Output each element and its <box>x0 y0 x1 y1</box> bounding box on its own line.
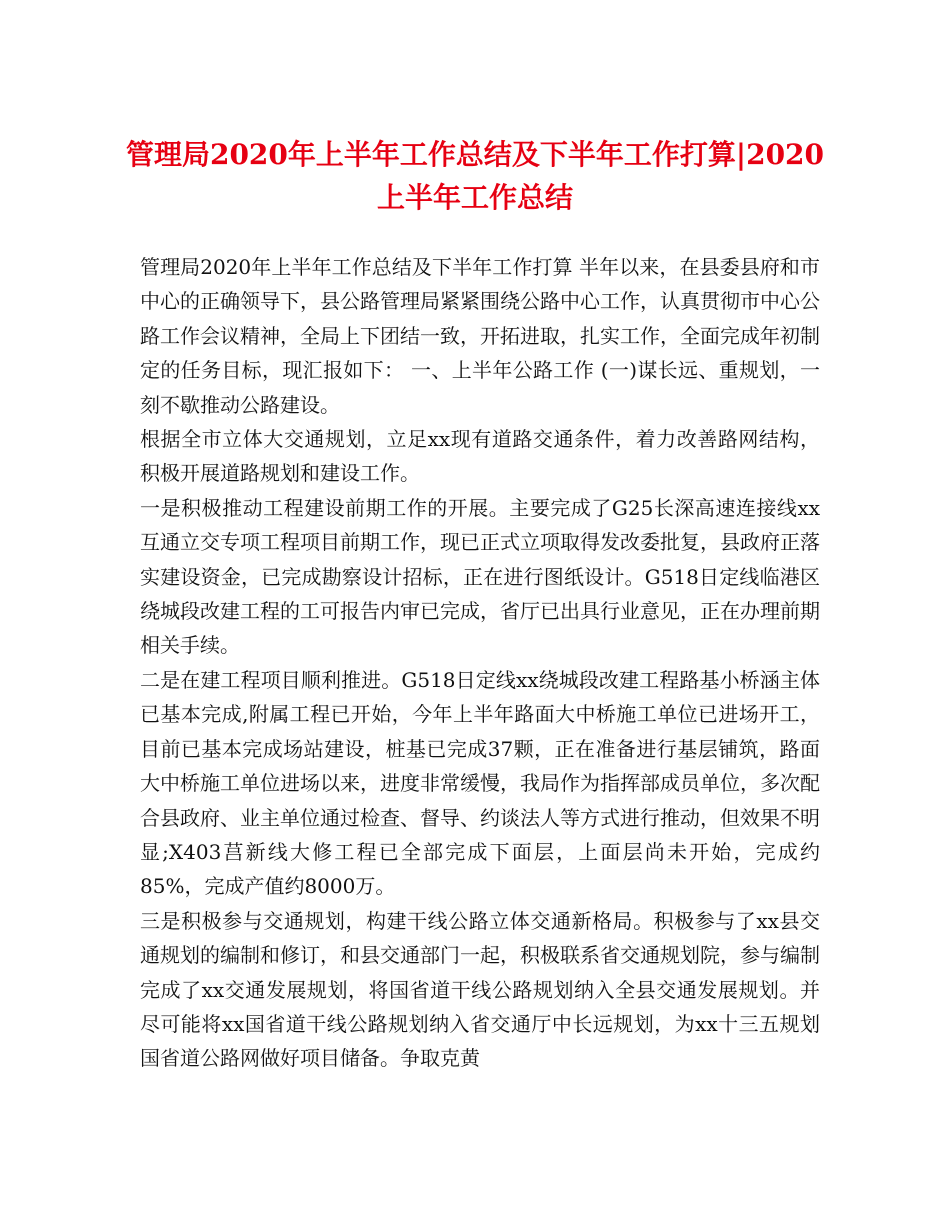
paragraph-item-2: 二是在建工程项目顺利推进。G518日定线xx绕城段改建工程路基小桥涵主体已基本完成,附属工程已开始，今年上半年路面大中桥施工单位已进场开工，目前已基本完成场站建设，桩基已完成37颗，正在准备进行基层铺筑，路面大中桥施工单位进场以来，进度非常缓慢，我局作为指挥部成员单位，多次配合县政府、业主单位通过检查、督导、约谈法人等方式进行推动，但效果不明显;X403莒新线大修工程已全部完成下面层，上面层尚未开始，完成约85%，完成产值约8000万。 <box>140 667 820 899</box>
document-title-line-2: 上半年工作总结 <box>376 181 573 214</box>
document-title-line-1: 管理局2020年上半年工作总结及下半年工作打算|2020 <box>125 138 825 171</box>
paragraph-intro: 管理局2020年上半年工作总结及下半年工作打算 半年以来，在县委县府和市中心的正确领导下，县公路管理局紧紧围绕公路中心工作，认真贯彻市中心公路工作会议精神，全局上下团结一致，开拓进取，扎实工作，全面完成年初制定的任务目标，现汇报如下： 一、上半年公路工作 (一)谋长远、重规划，一刻不歇推动公路建设。 <box>140 255 820 417</box>
paragraph-item-1: 一是积极推动工程建设前期工作的开展。主要完成了G25长深高速连接线xx互通立交专项工程项目前期工作，现已正式立项取得发改委批复，县政府正落实建设资金，已完成勘察设计招标，正在进行图纸设计。G518日定线临港区绕城段改建工程的工可报告内审已完成，省厅已出具行业意见，正在办理前期相关手续。 <box>140 495 820 658</box>
paragraph-planning: 根据全市立体大交通规划，立足xx现有道路交通条件，着力改善路网结构，积极开展道路规划和建设工作。 <box>140 427 820 486</box>
document-body <box>140 250 820 1076</box>
paragraph-item-3: 三是积极参与交通规划，构建干线公路立体交通新格局。积极参与了xx县交通规划的编制和修订，和县交通部门一起，积极联系省交通规划院，参与编制完成了xx交通发展规划，将国省道干线公路规划纳入全县交通发展规划。并尽可能将xx国省道干线公路规划纳入省交通厅中长远规划，为xx十三五规划国省道公路网做好项目储备。争取克黄 <box>140 908 820 1071</box>
